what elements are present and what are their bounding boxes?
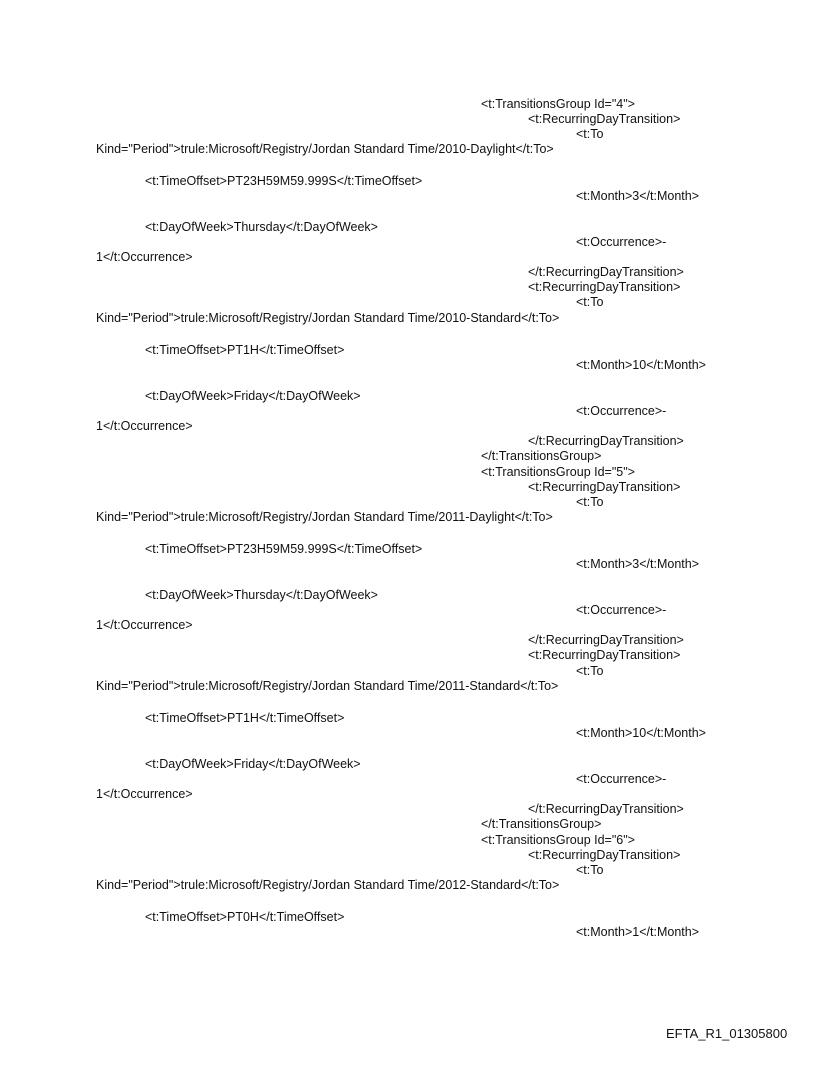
- xml-line: </t:TransitionsGroup>: [481, 449, 602, 463]
- xml-line: <t:Occurrence>-: [576, 772, 667, 786]
- xml-line: <t:DayOfWeek>Thursday</t:DayOfWeek>: [145, 220, 378, 234]
- xml-line: <t:To: [576, 127, 604, 141]
- xml-line: 1</t:Occurrence>: [96, 787, 193, 801]
- document-id-footer: EFTA_R1_01305800: [666, 1026, 788, 1041]
- xml-line: Kind="Period">trule:Microsoft/Registry/Jordan Standard Time/2011-Standard</t:To>: [96, 679, 559, 693]
- xml-line: <t:RecurringDayTransition>: [528, 280, 681, 294]
- xml-line: </t:RecurringDayTransition>: [528, 633, 684, 647]
- xml-line: Kind="Period">trule:Microsoft/Registry/Jordan Standard Time/2010-Daylight</t:To>: [96, 142, 554, 156]
- xml-line: <t:RecurringDayTransition>: [528, 848, 681, 862]
- xml-line: </t:RecurringDayTransition>: [528, 802, 684, 816]
- xml-line: <t:TimeOffset>PT23H59M59.999S</t:TimeOffset>: [145, 542, 423, 556]
- xml-line: </t:RecurringDayTransition>: [528, 265, 684, 279]
- xml-line: <t:RecurringDayTransition>: [528, 648, 681, 662]
- xml-line: <t:Month>3</t:Month>: [576, 189, 699, 203]
- xml-line: <t:To: [576, 495, 604, 509]
- xml-line: <t:Month>3</t:Month>: [576, 557, 699, 571]
- xml-line: </t:RecurringDayTransition>: [528, 434, 684, 448]
- xml-line: <t:RecurringDayTransition>: [528, 112, 681, 126]
- xml-line: <t:TransitionsGroup Id="6">: [481, 833, 635, 847]
- xml-line: <t:Occurrence>-: [576, 603, 667, 617]
- xml-line: <t:TransitionsGroup Id="4">: [481, 97, 635, 111]
- xml-line: <t:To: [576, 295, 604, 309]
- xml-line: <t:RecurringDayTransition>: [528, 480, 681, 494]
- xml-line: </t:TransitionsGroup>: [481, 817, 602, 831]
- xml-line: <t:TimeOffset>PT23H59M59.999S</t:TimeOffset>: [145, 174, 423, 188]
- xml-line: <t:Month>10</t:Month>: [576, 358, 706, 372]
- xml-line: <t:Month>10</t:Month>: [576, 726, 706, 740]
- xml-line: <t:To: [576, 664, 604, 678]
- xml-line: <t:DayOfWeek>Friday</t:DayOfWeek>: [145, 389, 361, 403]
- xml-line: <t:Occurrence>-: [576, 404, 667, 418]
- xml-line: <t:Month>1</t:Month>: [576, 925, 699, 939]
- xml-line: <t:Occurrence>-: [576, 235, 667, 249]
- xml-line: <t:TimeOffset>PT0H</t:TimeOffset>: [145, 910, 345, 924]
- xml-line: <t:TransitionsGroup Id="5">: [481, 465, 635, 479]
- xml-line: <t:TimeOffset>PT1H</t:TimeOffset>: [145, 711, 345, 725]
- xml-line: <t:TimeOffset>PT1H</t:TimeOffset>: [145, 343, 345, 357]
- xml-line: Kind="Period">trule:Microsoft/Registry/Jordan Standard Time/2012-Standard</t:To>: [96, 878, 560, 892]
- xml-line: 1</t:Occurrence>: [96, 250, 193, 264]
- xml-line: <t:To: [576, 863, 604, 877]
- xml-line: Kind="Period">trule:Microsoft/Registry/Jordan Standard Time/2011-Daylight</t:To>: [96, 510, 553, 524]
- xml-line: <t:DayOfWeek>Friday</t:DayOfWeek>: [145, 757, 361, 771]
- xml-line: 1</t:Occurrence>: [96, 618, 193, 632]
- xml-line: <t:DayOfWeek>Thursday</t:DayOfWeek>: [145, 588, 378, 602]
- xml-line: 1</t:Occurrence>: [96, 419, 193, 433]
- xml-line: Kind="Period">trule:Microsoft/Registry/Jordan Standard Time/2010-Standard</t:To>: [96, 311, 560, 325]
